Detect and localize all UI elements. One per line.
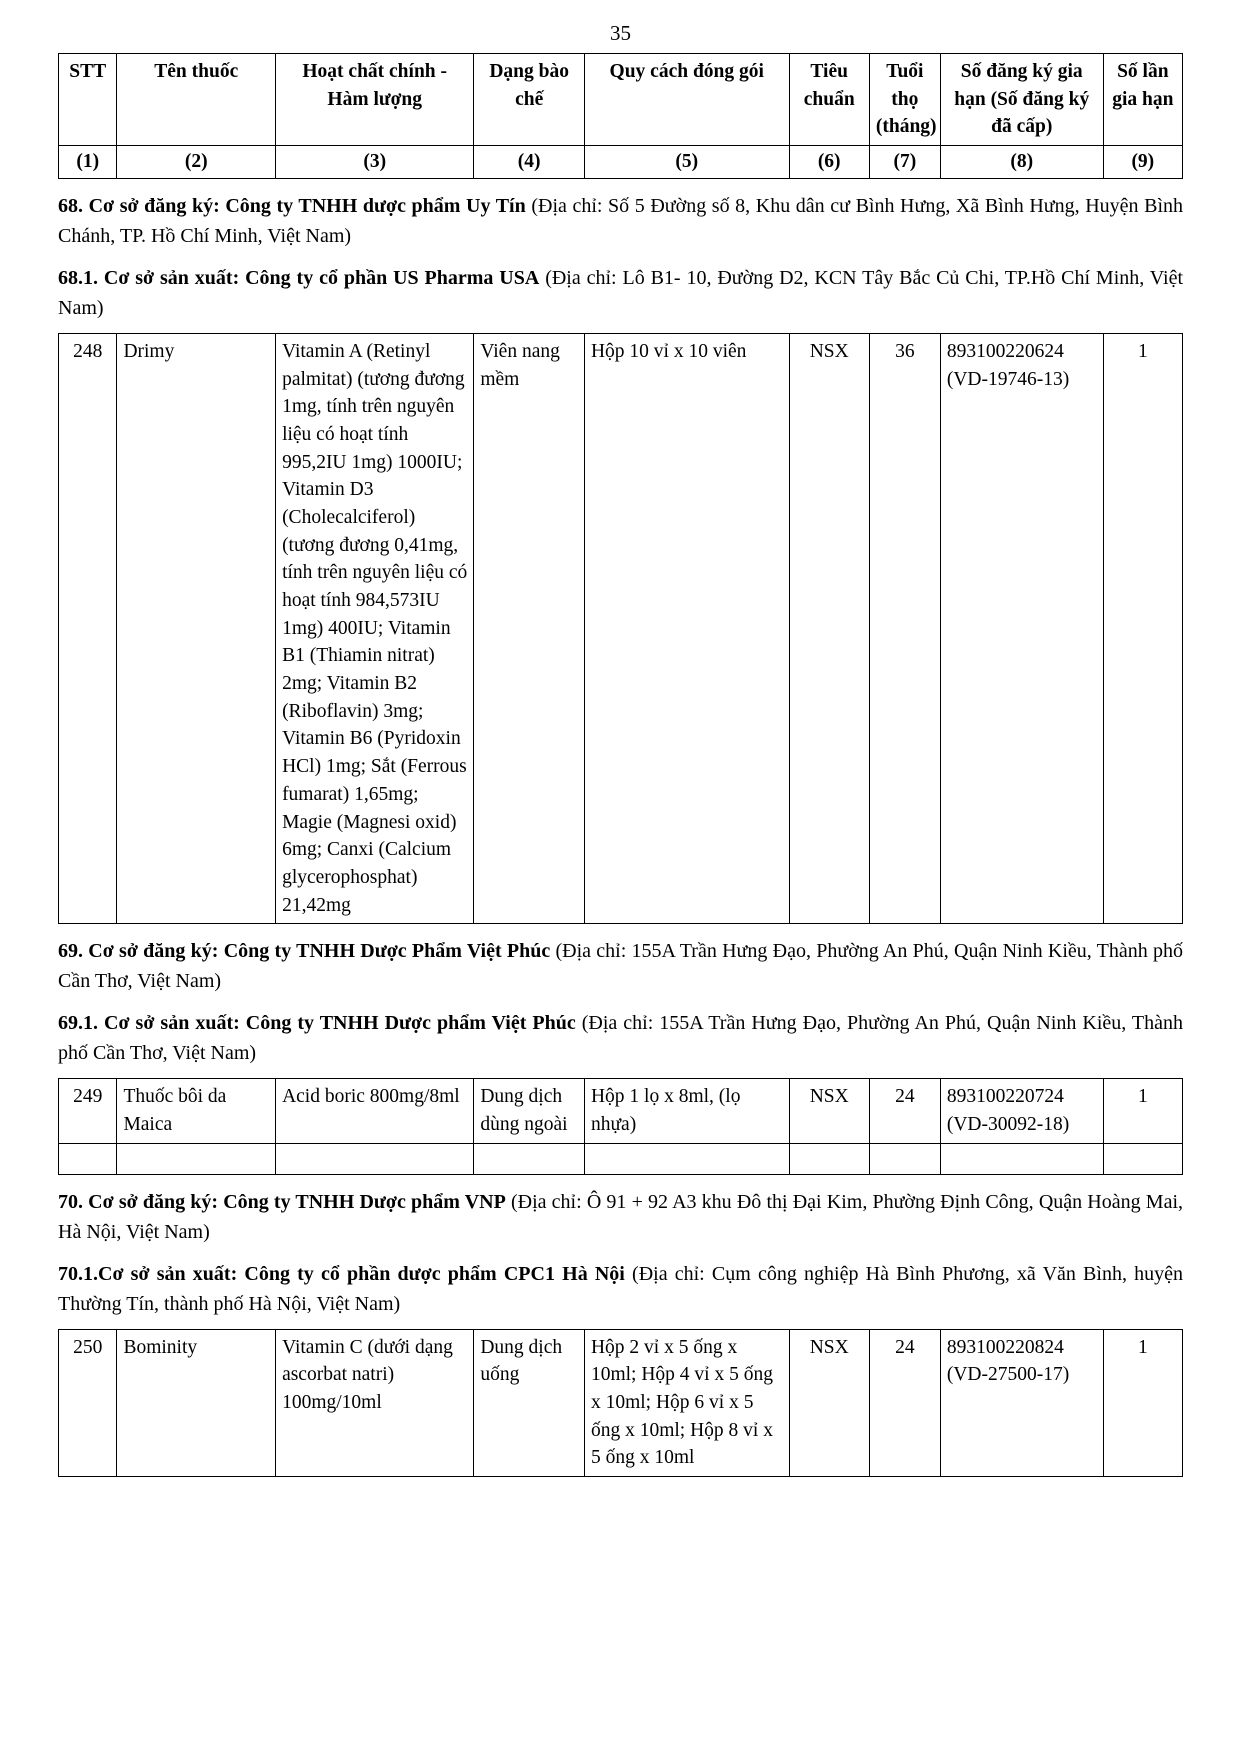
registrant-label-69: 69. Cơ sở đăng ký: Công ty TNHH Dược Phẩm Việt Phúc: [58, 940, 551, 963]
cell-ten-thuoc: Drimy: [117, 333, 276, 923]
column-header-so-lan: Số lần gia hạn: [1103, 54, 1182, 146]
cell-so-dang-ky: 893100220624 (VD-19746-13): [940, 333, 1103, 923]
column-number-4: (4): [474, 146, 585, 179]
table-header-row: [59, 54, 1183, 146]
column-number-7: (7): [869, 146, 940, 179]
table-row-filler: [59, 1143, 1183, 1174]
manufacturer-label-68-1: 68.1. Cơ sở sản xuất: Công ty cổ phần US Pharma USA: [58, 266, 540, 289]
table-row: [59, 1329, 1183, 1476]
registrant-label-68: 68. Cơ sở đăng ký: Công ty TNHH dược phẩm Uy Tín: [58, 194, 526, 217]
registrant-address-68: (Địa chỉ: Số 5 Đường số 8, Khu dân cư Bình Hưng, Xã Bình Hưng, Huyện Bình Chánh, TP. Hồ Chí Minh, Việt Nam): [58, 194, 1184, 247]
filler-cell: [474, 1143, 585, 1174]
cell-tieu-chuan: NSX: [789, 333, 869, 923]
cell-stt: 250: [59, 1329, 117, 1476]
drug-table-70: [58, 1329, 1183, 1477]
registrant-paragraph-70: [58, 1187, 1183, 1247]
manufacturer-paragraph-68-1: [58, 263, 1183, 323]
cell-stt: 249: [59, 1079, 117, 1143]
registrant-label-70: 70. Cơ sở đăng ký: Công ty TNHH Dược phẩm VNP: [58, 1190, 506, 1213]
column-header-hoat-chat: Hoạt chất chính - Hàm lượng: [276, 54, 474, 146]
manufacturer-address-68-1: (Địa chỉ: Lô B1- 10, Đường D2, KCN Tây Bắc Củ Chi, TP.Hồ Chí Minh, Việt Nam): [58, 266, 1184, 319]
filler-cell: [789, 1143, 869, 1174]
column-number-5: (5): [584, 146, 789, 179]
drug-table-69: [58, 1078, 1183, 1174]
table-row: [59, 333, 1183, 923]
table-column-number-row: [59, 146, 1183, 179]
manufacturer-label-70-1: 70.1.Cơ sở sản xuất: Công ty cổ phần dược phẩm CPC1 Hà Nội: [58, 1262, 625, 1285]
cell-ten-thuoc: Bominity: [117, 1329, 276, 1476]
column-number-2: (2): [117, 146, 276, 179]
cell-hoat-chat: Vitamin A (Retinyl palmitat) (tương đương 1mg, tính trên nguyên liệu có hoạt tính 995,2IU 1mg) 1000IU; Vitamin D3 (Cholecalciferol) (tương đương 0,41mg, tính trên nguyên liệu có hoạt tính 984,573IU 1mg) 400IU; Vitamin B1 (Thiamin nitrat) 2mg; Vitamin B2 (Riboflavin) 3mg; Vitamin B6 (Pyridoxin HCl) 1mg; Sắt (Ferrous fumarat) 1,65mg; Magie (Magnesi oxid) 6mg; Canxi (Calcium glycerophosphat) 21,42mg: [276, 333, 474, 923]
filler-cell: [117, 1143, 276, 1174]
registrant-paragraph-69: [58, 936, 1183, 996]
manufacturer-paragraph-70-1: [58, 1259, 1183, 1319]
filler-cell: [940, 1143, 1103, 1174]
registrant-paragraph-68: [58, 191, 1183, 251]
registrant-address-69: (Địa chỉ: 155A Trần Hưng Đạo, Phường An Phú, Quận Ninh Kiều, Thành phố Cần Thơ, Việt Nam): [58, 940, 1184, 993]
filler-cell: [276, 1143, 474, 1174]
cell-dang-bao-che: Dung dịch dùng ngoài: [474, 1079, 585, 1143]
drug-table-68: [58, 333, 1183, 924]
column-number-3: (3): [276, 146, 474, 179]
cell-so-lan: 1: [1103, 1079, 1182, 1143]
cell-tieu-chuan: NSX: [789, 1079, 869, 1143]
table-row: [59, 1079, 1183, 1143]
page-number: 35: [610, 21, 631, 45]
filler-cell: [584, 1143, 789, 1174]
cell-quy-cach: Hộp 10 vỉ x 10 viên: [584, 333, 789, 923]
cell-so-dang-ky: 893100220824 (VD-27500-17): [940, 1329, 1103, 1476]
cell-hoat-chat: Vitamin C (dưới dạng ascorbat natri) 100mg/10ml: [276, 1329, 474, 1476]
cell-tuoi-tho: 24: [869, 1079, 940, 1143]
cell-tuoi-tho: 24: [869, 1329, 940, 1476]
cell-stt: 248: [59, 333, 117, 923]
column-header-ten-thuoc: Tên thuốc: [117, 54, 276, 146]
filler-cell: [59, 1143, 117, 1174]
cell-so-lan: 1: [1103, 1329, 1182, 1476]
cell-tuoi-tho: 36: [869, 333, 940, 923]
cell-quy-cach: Hộp 1 lọ x 8ml, (lọ nhựa): [584, 1079, 789, 1143]
manufacturer-address-70-1: (Địa chỉ: Cụm công nghiệp Hà Bình Phương, xã Văn Bình, huyện Thường Tín, thành phố Hà Nội, Việt Nam): [58, 1262, 1184, 1315]
cell-dang-bao-che: Viên nang mềm: [474, 333, 585, 923]
column-number-8: (8): [940, 146, 1103, 179]
column-header-dang-bao-che: Dạng bào chế: [474, 54, 585, 146]
column-header-stt: STT: [59, 54, 117, 146]
cell-quy-cach: Hộp 2 vỉ x 5 ống x 10ml; Hộp 4 vỉ x 5 ống x 10ml; Hộp 6 vỉ x 5 ống x 10ml; Hộp 8 vỉ x 5 ống x 10ml: [584, 1329, 789, 1476]
cell-ten-thuoc: Thuốc bôi da Maica: [117, 1079, 276, 1143]
cell-so-dang-ky: 893100220724 (VD-30092-18): [940, 1079, 1103, 1143]
column-number-1: (1): [59, 146, 117, 179]
filler-cell: [869, 1143, 940, 1174]
manufacturer-paragraph-69-1: [58, 1008, 1183, 1068]
manufacturer-label-69-1: 69.1. Cơ sở sản xuất: Công ty TNHH Dược phẩm Việt Phúc: [58, 1012, 576, 1035]
cell-dang-bao-che: Dung dịch uống: [474, 1329, 585, 1476]
manufacturer-address-69-1: (Địa chỉ: 155A Trần Hưng Đạo, Phường An Phú, Quận Ninh Kiều, Thành phố Cần Thơ, Việt Nam): [58, 1012, 1184, 1065]
cell-hoat-chat: Acid boric 800mg/8ml: [276, 1079, 474, 1143]
cell-so-lan: 1: [1103, 333, 1182, 923]
column-number-6: (6): [789, 146, 869, 179]
column-header-tuoi-tho: Tuổi thọ (tháng): [869, 54, 940, 146]
cell-tieu-chuan: NSX: [789, 1329, 869, 1476]
table-header-block: [58, 53, 1183, 179]
column-number-9: (9): [1103, 146, 1182, 179]
registrant-address-70: (Địa chỉ: Ô 91 + 92 A3 khu Đô thị Đại Kim, Phường Định Công, Quận Hoàng Mai, Hà Nội, Việt Nam): [58, 1190, 1184, 1243]
column-header-so-dang-ky: Số đăng ký gia hạn (Số đăng ký đã cấp): [940, 54, 1103, 146]
column-header-quy-cach: Quy cách đóng gói: [584, 54, 789, 146]
column-header-tieu-chuan: Tiêu chuẩn: [789, 54, 869, 146]
filler-cell: [1103, 1143, 1182, 1174]
